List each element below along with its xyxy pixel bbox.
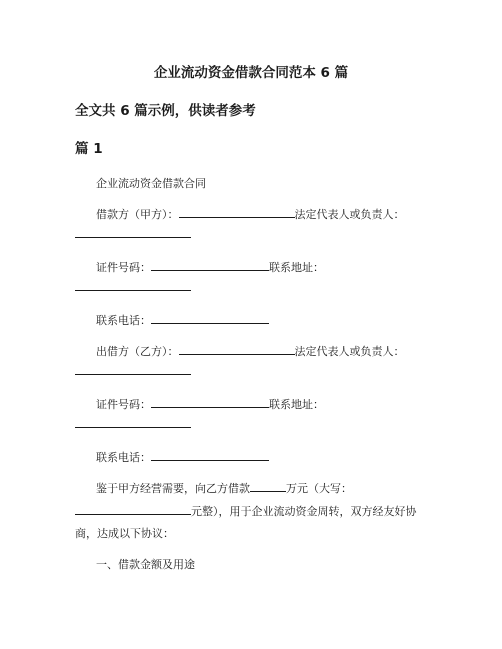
document-title: 企业流动资金借款合同范本 6 篇 — [153, 65, 349, 81]
lender-legal-rep-label: 法定代表人或负责人： — [294, 345, 405, 358]
purpose-line-3: 商，达成以下协议： — [75, 527, 174, 540]
purpose-text-2: 万元（大写： — [286, 482, 352, 495]
lender-legal-rep-blank — [75, 363, 191, 375]
purpose-line-1 — [96, 480, 352, 496]
purpose-text-1: 鉴于甲方经营需要，向乙方借款 — [96, 482, 250, 495]
borrower-blank — [179, 206, 295, 218]
borrower-phone-blank — [151, 312, 269, 324]
lender-phone-label: 联系电话： — [96, 451, 151, 464]
lender-line — [96, 343, 405, 359]
borrower-legal-rep-blank — [75, 226, 191, 238]
lender-address-line — [75, 416, 191, 432]
borrower-legal-rep-label: 法定代表人或负责人： — [294, 208, 405, 221]
borrower-id-line — [96, 259, 324, 275]
borrower-label: 借款方（甲方）： — [96, 208, 179, 221]
borrower-address-label: 联系地址： — [269, 261, 324, 274]
borrower-id-label: 证件号码： — [96, 261, 151, 274]
document-subtitle: 全文共 6 篇示例，供读者参考 — [75, 103, 256, 119]
lender-label: 出借方（乙方）： — [96, 345, 179, 358]
contract-title: 企业流动资金借款合同 — [96, 177, 206, 190]
borrower-id-blank — [151, 259, 269, 271]
borrower-address-blank — [75, 279, 191, 291]
purpose-line-2 — [75, 503, 417, 519]
lender-legal-rep-line — [75, 363, 191, 379]
lender-blank — [179, 343, 295, 355]
borrower-phone-line — [96, 312, 269, 328]
lender-address-blank — [75, 416, 191, 428]
lender-phone-line — [96, 449, 269, 465]
clause-1-heading: 一、借款金额及用途 — [96, 558, 195, 571]
lender-id-label: 证件号码： — [96, 398, 151, 411]
borrower-line — [96, 206, 405, 222]
borrower-phone-label: 联系电话： — [96, 314, 151, 327]
amount-uppercase-blank — [75, 503, 191, 515]
lender-id-line — [96, 396, 324, 412]
purpose-text-3: 元整），用于企业流动资金周转，双方经友好协 — [191, 505, 417, 518]
lender-address-label: 联系地址： — [269, 398, 324, 411]
borrower-address-line — [75, 279, 191, 295]
lender-id-blank — [151, 396, 269, 408]
lender-phone-blank — [151, 449, 269, 461]
section-heading: 篇 1 — [75, 141, 103, 157]
amount-blank — [250, 480, 286, 492]
borrower-legal-rep-line — [75, 226, 191, 242]
